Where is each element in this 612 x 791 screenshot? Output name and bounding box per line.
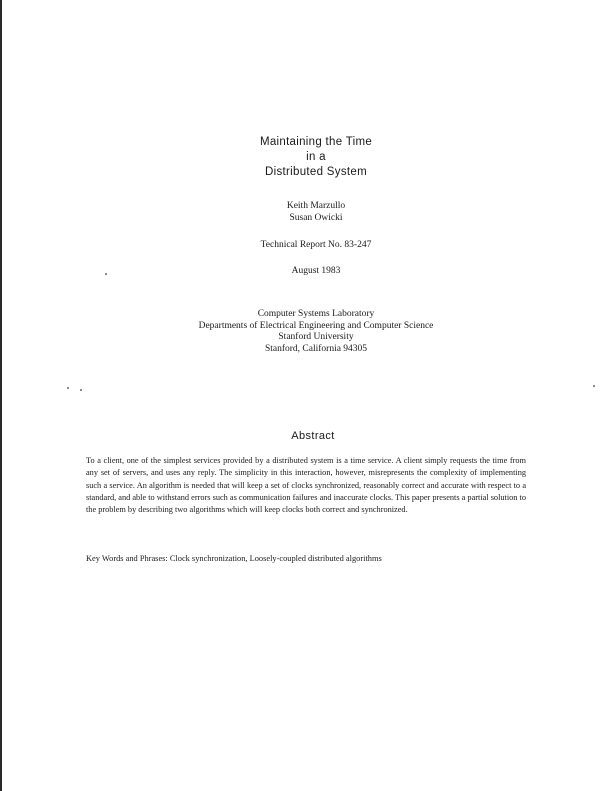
title-line-1: Maintaining the Time [259,136,373,148]
page-edge-rule [0,0,2,791]
title-line-3: Distributed System [265,166,367,178]
author-list [0,201,612,224]
abstract-body [86,455,526,516]
affiliation [0,309,612,355]
author-name: Keith Marzullo [286,201,346,211]
title-line-2: in a [306,151,326,163]
affiliation-departments: Departments of Electrical Engineering and Computer Science [198,320,434,331]
paper-title [0,135,612,180]
keywords-line: Key Words and Phrases: Clock synchronization, Loosely-coupled distributed algorithms [86,554,382,563]
scan-speck [67,387,69,389]
scan-speck [593,385,595,387]
scan-speck [80,389,82,391]
author-name: Susan Owicki [289,212,343,223]
report-number: Technical Report No. 83-247 [260,240,372,250]
report-date: August 1983 [291,266,341,276]
affiliation-location: Stanford, California 94305 [264,343,368,354]
abstract-paragraph: To a client, one of the simplest services provided by a distributed system is a time service. A client simply requests the time from any set of servers, and uses any reply. The simplicity in this interaction, however, misrepresents the complexity of implementing such a service. An algorithm is needed that will keep a set of clocks synchronized, reasonably correct and accurate with respect to a standard, and able to withstand errors such as communication failures and inaccurate clocks. This paper presents a partial solution to the problem by describing two algorithms which will keep clocks both correct and synchronized. [86,456,526,515]
scan-speck [105,273,107,275]
abstract-heading: Abstract [291,430,335,442]
affiliation-lab: Computer Systems Laboratory [257,309,375,319]
affiliation-university: Stanford University [278,332,354,342]
